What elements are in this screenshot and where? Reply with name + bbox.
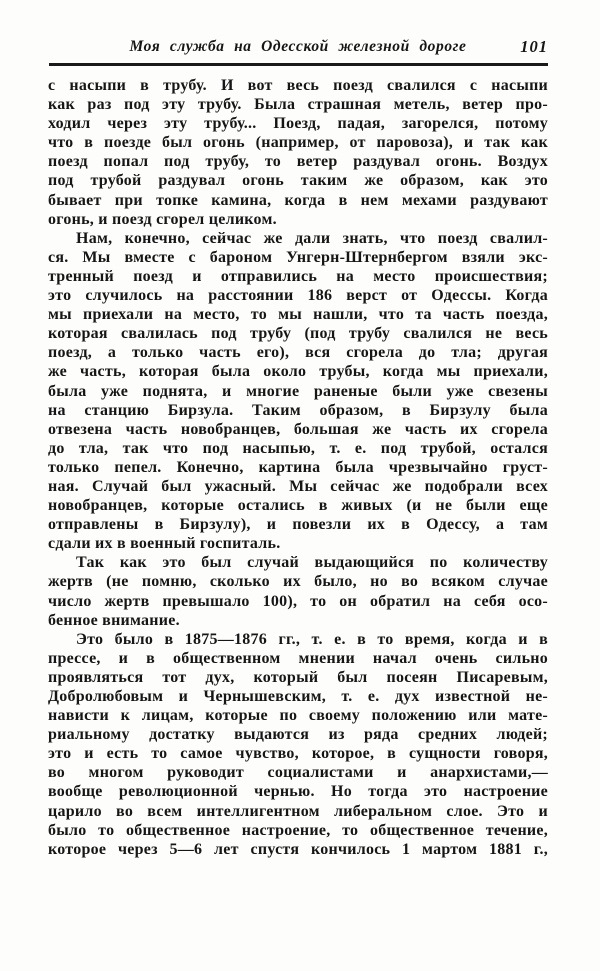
text-line: что в поезде был огонь (например, от паровоза), и так как [48, 134, 548, 152]
text-line: было то общественное настроение, то общественное течение, [48, 821, 548, 839]
text-line: риальному достатку выдаются из ряда средних людей; [48, 726, 548, 744]
text-line: во многом руководит социалистами и анархистами,— [48, 764, 548, 782]
text-line: число жертв превышало 100), то он обратил на себя осо- [48, 592, 548, 610]
running-header-title: Моя служба на Одесской железной дороге [129, 38, 467, 55]
text-line: ходил через эту трубу... Поезд, падая, загорелся, потому [48, 115, 548, 133]
text-line: была уже поднята, и многие раненые были уже свезены [48, 382, 548, 400]
text-line: отправлены в Бирзулу), и повезли их в Одессу, а там [48, 516, 548, 534]
text-line: Это было в 1875—1876 гг., т. е. в то время, когда и в [76, 630, 548, 648]
text-line: под трубой раздувал огонь таким же образом, как это [48, 172, 548, 190]
text-line: до тла, так что под насыпью, т. е. под трубой, остался [48, 439, 548, 457]
text-line: ся. Мы вместе с бароном Унгерн-Штернбергом взяли экс- [48, 248, 548, 266]
text-line: вообще революционной чернью. Но тогда это настроение [48, 783, 548, 801]
text-line: ная. Случай был ужасный. Мы сейчас же подобрали всех [48, 477, 548, 495]
text-line: же часть, которая была около трубы, когда мы приехали, [48, 363, 548, 381]
text-line: нависти к лицам, которые по своему положению или мате- [48, 707, 548, 725]
text-line: как раз под эту трубу. Была страшная метель, ветер про- [48, 96, 548, 114]
page-body-text [48, 76, 548, 859]
text-line: Так как это был случай выдающийся по количеству [76, 554, 548, 572]
text-line: которая свалилась под трубу (под трубу свалился не весь [48, 325, 548, 343]
text-line: бывает при топке камина, когда в нем мехами раздувают [48, 191, 548, 209]
text-line: огонь, и поезд сгорел целиком. [48, 210, 277, 228]
text-line: тренный поезд и отправились на место происшествия; [48, 267, 548, 285]
text-line: поезд, а только часть его), вся сгорела до тла; другая [48, 344, 548, 362]
text-line: царило во всем интеллигентном либеральном слое. Это и [48, 802, 548, 820]
text-line: поезд попал под трубу, то ветер раздувал огонь. Воздух [48, 153, 548, 171]
text-line: мы приехали на место, то мы нашли, что та часть поезда, [48, 306, 548, 324]
header-rule [49, 63, 548, 66]
text-line: сдали их в военный госпиталь. [48, 535, 281, 553]
text-line: это и есть то самое чувство, которое, в сущности говоря, [48, 745, 548, 763]
text-line: прессе, и в общественном мнении начал очень сильно [48, 649, 548, 667]
text-line: новобранцев, которые остались в живых (и не были еще [48, 497, 548, 515]
text-line: жертв (не помню, сколько их было, но во всяком случае [48, 573, 548, 591]
text-line: с насыпи в трубу. И вот весь поезд свалился с насыпи [48, 77, 548, 94]
text-line: это случилось на расстоянии 186 верст от Одессы. Когда [48, 287, 548, 305]
text-line: Добролюбовым и Чернышевским, т. е. дух известной не- [48, 688, 548, 705]
page-number: 101 [520, 37, 548, 56]
text-line: Нам, конечно, сейчас же дали знать, что поезд свалил- [76, 229, 548, 247]
text-line: на станцию Бирзула. Таким образом, в Бирзулу была [48, 401, 548, 419]
text-line: отвезена часть новобранцев, большая же часть их сгорела [48, 420, 548, 438]
text-line: бенное внимание. [48, 611, 180, 629]
text-line: только пепел. Конечно, картина была чрезвычайно груст- [48, 458, 548, 476]
text-line: которое через 5—6 лет спустя кончилось 1 мартом 1881 г., [48, 840, 548, 858]
text-line: проявляться тот дух, который был посеян Писаревым, [48, 668, 548, 686]
